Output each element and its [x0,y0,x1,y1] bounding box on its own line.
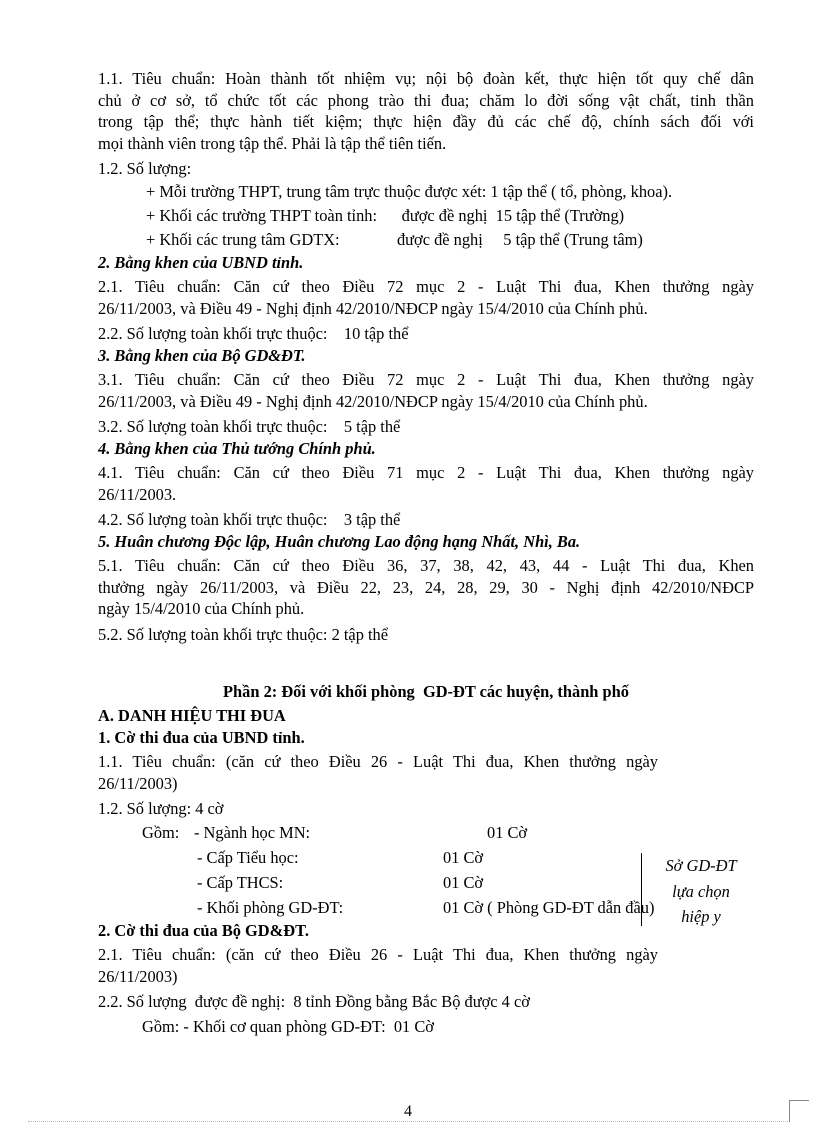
section-5-1 [98,555,754,620]
text-line: 26/11/2003) [98,773,178,793]
text-line: mọi thành viên trong tập thể. Phải là tập thể tiên tiến. [98,133,447,153]
list-item: + Khối các trung tâm GDTX: được đề nghị 5 tập thể (Trung tâm) [146,229,643,249]
flag-value: 01 Cờ ( Phòng GD-ĐT dẫn đầu) [443,897,655,917]
gom-label: Gồm: [142,822,180,842]
section-2-1 [98,276,754,319]
section-5-2: 5.2. Số lượng toàn khối trực thuộc: 2 tập thể [98,624,389,644]
heading-5: 5. Huân chương Độc lập, Huân chương Lao động hạng Nhất, Nhì, Ba. [98,531,581,551]
list-item: + Khối các trường THPT toàn tỉnh: được đề nghị 15 tập thể (Trường) [146,205,625,225]
list-item: + Mỗi trường THPT, trung tâm trực thuộc được xét: 1 tập thể ( tổ, phòng, khoa). [146,181,673,201]
section-1-1 [98,68,754,154]
text-line: 26/11/2003, và Điều 49 - Nghị định 42/2010/NĐCP ngày 15/4/2010 của Chính phủ. [98,298,648,318]
section-3-2: 3.2. Số lượng toàn khối trực thuộc: 5 tập thể [98,417,401,436]
flag-row [98,820,754,845]
text-line: 26/11/2003, và Điều 49 - Nghị định 42/2010/NĐCP ngày 15/4/2010 của Chính phủ. [98,391,648,411]
section-4-1 [98,462,754,505]
text-line: 26/11/2003) [98,966,178,986]
text-line: 26/11/2003. [98,484,177,504]
section-a-2-2: 2.2. Số lượng được đề nghị: 8 tỉnh Đồng bằng Bắc Bộ được 4 cờ [98,992,530,1011]
text-line: 3.1. Tiêu chuẩn: Căn cứ theo Điều 72 mục 2 - Luật Thi đua, Khen thưởng ngày [98,370,754,389]
text-line: 2.1. Tiêu chuẩn: Căn cứ theo Điều 72 mục 2 - Luật Thi đua, Khen thưởng ngày [98,277,754,296]
text-line: trong tập thể; thực hành tiết kiệm; thực hiện đầy đủ các chế độ, chính sách đối với [98,112,754,131]
page-corner-mark [789,1100,809,1101]
text-line: 1.1. Tiêu chuẩn: (căn cứ theo Điều 26 - Luật Thi đua, Khen thưởng ngày [98,752,658,771]
heading-3: 3. Bằng khen của Bộ GD&ĐT. [98,345,306,365]
flag-label: - Ngành học MN: [194,822,311,842]
page-corner-mark [789,1100,790,1122]
flag-label: - Cấp Tiểu học: [197,847,299,867]
page-number: 4 [404,1103,412,1120]
section-a-2-1 [98,944,754,987]
footer-divider [28,1121,788,1122]
section-a-1-2: 1.2. Số lượng: 4 cờ [98,799,224,818]
flag-value: 01 Cờ [443,872,484,892]
text-line: chủ ở cơ sở, tổ chức tốt các phong trào thi đua; chăm lo đời sống vật chất, tinh thần [98,90,754,110]
heading-a1: 1. Cờ thi đua của UBND tỉnh. [98,727,305,747]
flag-value: 01 Cờ [443,847,484,867]
section-3-1 [98,369,754,412]
text-line: 4.1. Tiêu chuẩn: Căn cứ theo Điều 71 mục 2 - Luật Thi đua, Khen thưởng ngày [98,463,754,482]
heading-4: 4. Bằng khen của Thủ tướng Chính phủ. [98,438,376,458]
heading-2: 2. Bằng khen của UBND tỉnh. [98,252,304,272]
flag-label: - Cấp THCS: [197,872,284,892]
section-2-2: 2.2. Số lượng toàn khối trực thuộc: 10 tập thể [98,324,409,343]
section-4-2: 4.2. Số lượng toàn khối trực thuộc: 3 tập thể [98,510,401,529]
section-a-2-2-detail: Gồm: - Khối cơ quan phòng GD-ĐT: 01 Cờ [142,1016,434,1036]
note-line: lựa chọn [672,881,730,901]
section-a-1-1 [98,751,754,794]
flag-label: - Khối phòng GD-ĐT: [197,897,344,917]
side-note-box [641,853,760,926]
note-line: Sở GD-ĐT [665,856,737,875]
text-line: 1.1. Tiêu chuẩn: Hoàn thành tốt nhiệm vụ; nội bộ đoàn kết, thực hiện tốt quy chế dân [98,69,754,88]
text-line: ngày 15/4/2010 của Chính phủ. [98,599,305,618]
note-line: hiệp y [681,907,721,926]
heading-a2: 2. Cờ thi đua của Bộ GD&ĐT. [98,920,309,940]
flag-value: 01 Cờ [487,822,528,842]
text-line: 2.1. Tiêu chuẩn: (căn cứ theo Điều 26 - Luật Thi đua, Khen thưởng ngày [98,945,658,964]
section-1-2-title: 1.2. Số lượng: [98,159,192,178]
text-line: 5.1. Tiêu chuẩn: Căn cứ theo Điều 36, 37, 38, 42, 43, 44 - Luật Thi đua, Khen [98,556,754,575]
part-2-title: Phần 2: Đối với khối phòng GD-ĐT các huyện, thành phố [223,682,629,701]
text-line: thưởng ngày 26/11/2003, và Điều 22, 23, 24, 28, 29, 30 - Nghị định 42/2010/NĐCP [98,577,754,597]
heading-a: A. DANH HIỆU THI ĐUA [98,706,286,725]
